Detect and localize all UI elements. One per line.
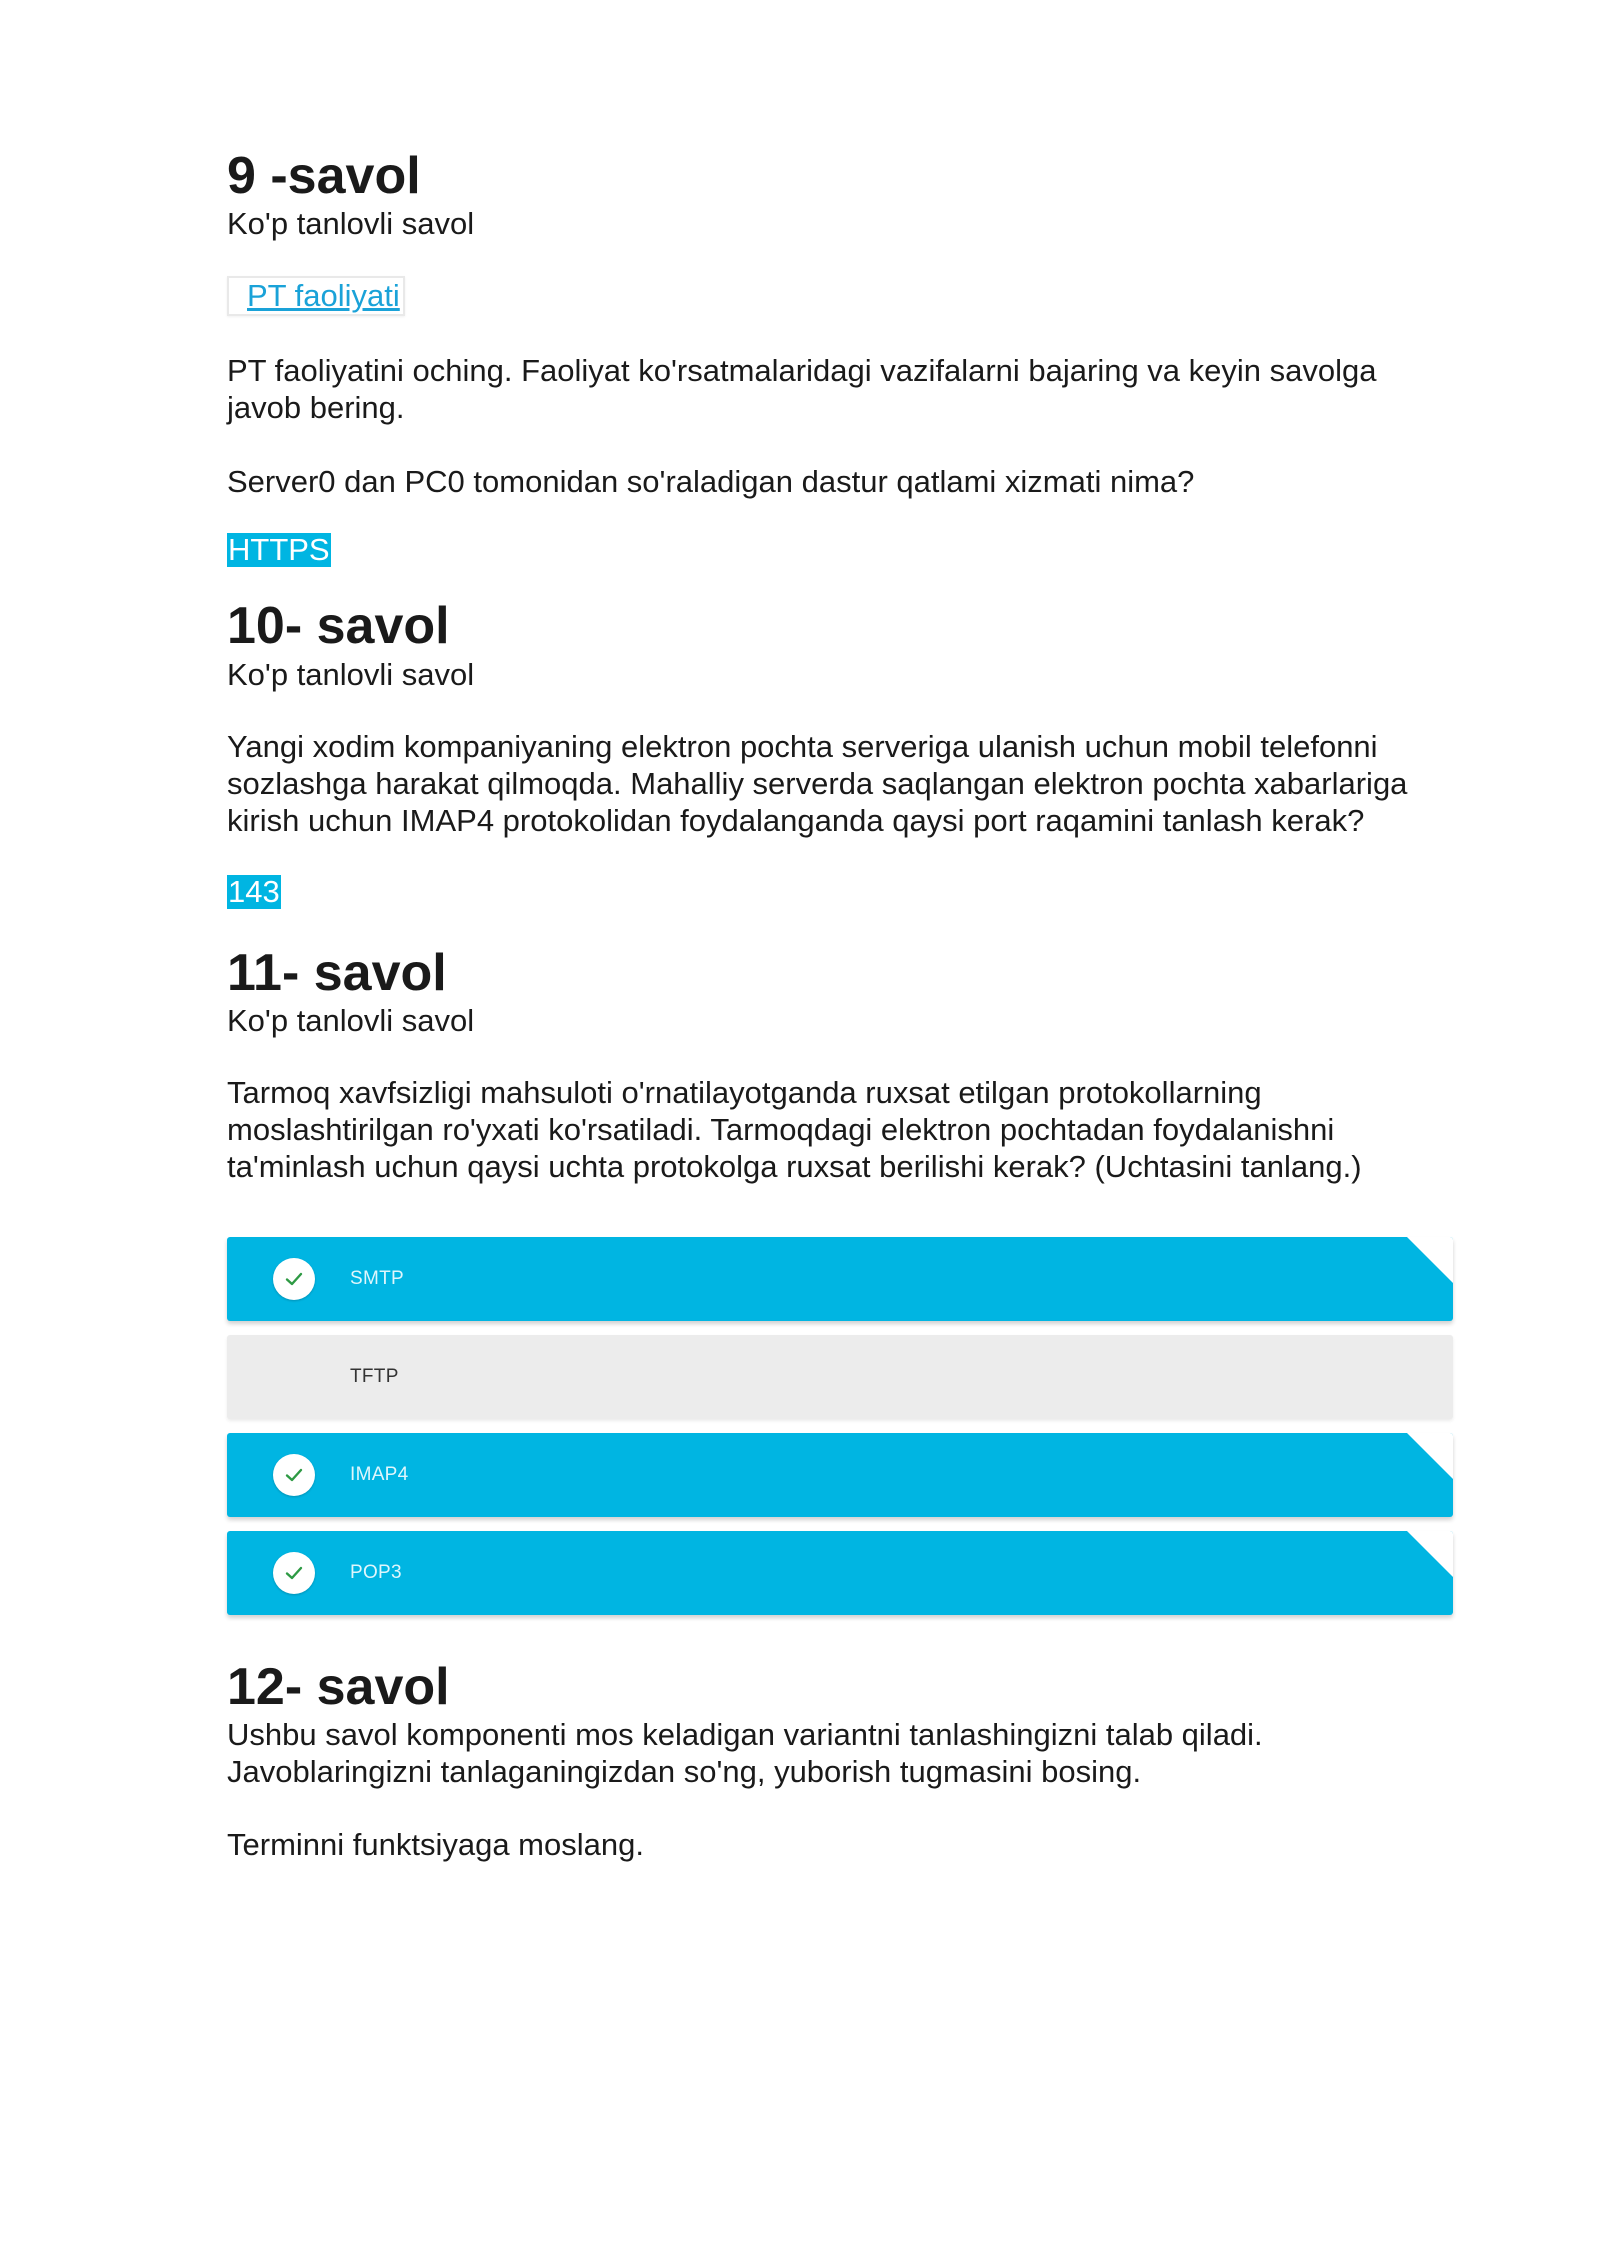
- question-10-type: Ko'p tanlovli savol: [227, 656, 475, 692]
- question-9-answer: HTTPS: [228, 532, 330, 568]
- question-11-text: Tarmoq xavfsizligi mahsuloti o'rnatilayotganda ruxsat etilgan protokollarning moslashtirilgan ro'yxati ko'rsatiladi. Tarmoqdagi elektron pochtadan foydalanishni ta'minlash uchun qaysi uchta protokolga ruxsat berilishi kerak? (Uchtasini tanlang.): [227, 1075, 1362, 1185]
- checkmark-icon: [273, 1552, 315, 1594]
- option-smtp[interactable]: [227, 1237, 1453, 1321]
- option-label: POP3: [350, 1562, 402, 1584]
- checkmark-icon: [273, 1258, 315, 1300]
- option-imap4[interactable]: [227, 1433, 1453, 1517]
- question-12-text: Terminni funktsiyaga moslang.: [227, 1827, 644, 1863]
- selected-corner-marker: [1407, 1237, 1453, 1283]
- checkmark-icon: [273, 1454, 315, 1496]
- question-11-type: Ko'p tanlovli savol: [227, 1002, 475, 1038]
- question-10-answer: 143: [228, 873, 280, 909]
- question-10-text: Yangi xodim kompaniyaning elektron pochta serveriga ulanish uchun mobil telefonni sozlashga harakat qilmoqda. Mahalliy serverda saqlangan elektron pochta xabarlariga kirish uchun IMAP4 protokolidan foydalanganda qaysi port raqamini tanlash kerak?: [227, 728, 1408, 838]
- selected-corner-marker: [1407, 1531, 1453, 1577]
- question-10: [227, 598, 1453, 908]
- option-label: IMAP4: [350, 1464, 409, 1486]
- option-label: TFTP: [350, 1366, 399, 1388]
- answer-options: [227, 1237, 1453, 1615]
- question-9-title: 9 -savol: [227, 147, 421, 205]
- option-label: SMTP: [350, 1268, 404, 1290]
- selected-corner-marker: [1407, 1433, 1453, 1479]
- pt-activity-link[interactable]: PT faoliyati: [227, 276, 405, 316]
- question-9-type: Ko'p tanlovli savol: [227, 206, 475, 242]
- question-11-title: 11- savol: [227, 943, 447, 1002]
- question-12-title: 12- savol: [227, 1658, 450, 1717]
- document-page: [227, 148, 1453, 1863]
- question-9: [227, 148, 1453, 567]
- option-tftp[interactable]: [227, 1335, 1453, 1419]
- option-pop3[interactable]: [227, 1531, 1453, 1615]
- question-12: [227, 1659, 1453, 1863]
- question-11: [227, 945, 1453, 1615]
- question-10-title: 10- savol: [227, 597, 450, 656]
- question-12-intro: Ushbu savol komponenti mos keladigan variantni tanlashingizni talab qiladi. Javoblaringizni tanlaganingizdan so'ng, yuborish tugmasini bosing.: [227, 1717, 1263, 1790]
- question-9-text: Server0 dan PC0 tomonidan so'raladigan dastur qatlami xizmati nima?: [227, 464, 1195, 500]
- question-9-instruction: PT faoliyatini oching. Faoliyat ko'rsatmalaridagi vazifalarni bajaring va keyin savolga javob bering.: [227, 353, 1377, 426]
